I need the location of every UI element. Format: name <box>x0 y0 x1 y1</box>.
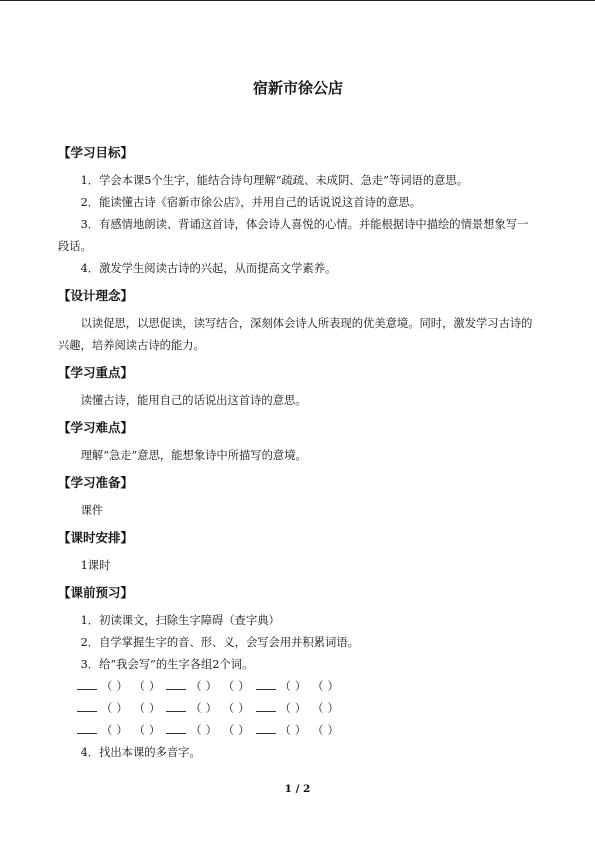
word-blank-grid <box>58 676 538 742</box>
fill-blank-line <box>256 721 276 734</box>
blank-row <box>58 676 538 698</box>
blank-paren-close: ） <box>148 702 161 715</box>
blank-paren-open: （ <box>133 702 145 715</box>
blank-paren-close: ） <box>294 724 307 737</box>
design-text: 以读促思，以思促读，读写结合，深刻体会诗人所表现的优美意境。同时，激发学习古诗的兴趣，培养阅读古诗的能力。 <box>58 317 533 352</box>
section-heading-goals: 【学习目标】 <box>58 145 134 160</box>
blank-row <box>58 720 538 742</box>
fill-blank-line <box>77 721 97 734</box>
blank-paren-open: （ <box>101 680 113 693</box>
blank-paren-close: ） <box>238 702 250 715</box>
document-body <box>58 142 538 764</box>
fill-blank-line <box>166 677 186 690</box>
fill-blank-line <box>166 721 186 734</box>
blank-paren-open: （ <box>222 724 235 737</box>
blank-paren-open: （ <box>190 680 202 693</box>
blank-paren-open: （ <box>279 680 291 693</box>
prep-text: 课件 <box>80 504 104 517</box>
fill-blank-line <box>256 699 276 712</box>
blank-paren-close: ） <box>327 702 339 715</box>
blank-paren-open: （ <box>312 680 324 693</box>
focus-text: 读懂古诗，能用自己的话说出这首诗的意思。 <box>80 394 307 407</box>
fill-blank-line <box>256 677 276 690</box>
section-heading-prep: 【学习准备】 <box>58 475 134 490</box>
fill-blank-line <box>166 699 186 712</box>
blank-paren-open: （ <box>133 724 145 737</box>
section-heading-design: 【设计理念】 <box>58 288 134 303</box>
preview-item-4: 4．找出本课的多音字。 <box>80 746 201 759</box>
section-heading-difficulty: 【学习难点】 <box>58 420 134 435</box>
section-heading-schedule: 【课时安排】 <box>58 530 134 545</box>
fill-blank-line <box>77 699 97 712</box>
goal-item-2: 2．能读懂古诗《宿新市徐公店》，并用自己的话说说这首诗的意思。 <box>80 196 422 209</box>
preview-item-3: 3．给“我会写”的生字各组2个词。 <box>80 658 254 671</box>
section-heading-focus: 【学习重点】 <box>58 365 134 380</box>
blank-paren-close: ） <box>294 680 307 693</box>
blank-paren-open: （ <box>190 724 202 737</box>
fill-blank-line <box>77 677 97 690</box>
blank-row <box>58 698 538 720</box>
difficulty-text: 理解“急走”意思，能想象诗中所描写的意境。 <box>80 449 307 462</box>
blank-paren-close: ） <box>205 724 217 737</box>
blank-paren-close: ） <box>327 680 339 693</box>
blank-paren-close: ） <box>116 724 128 737</box>
blank-paren-close: ） <box>116 680 128 693</box>
blank-paren-open: （ <box>222 680 235 693</box>
blank-paren-close: ） <box>148 680 161 693</box>
blank-paren-close: ） <box>148 724 161 737</box>
blank-paren-close: ） <box>205 702 217 715</box>
blank-paren-open: （ <box>133 680 145 693</box>
blank-paren-close: ） <box>238 680 250 693</box>
blank-paren-open: （ <box>312 702 324 715</box>
blank-paren-open: （ <box>101 724 113 737</box>
blank-paren-close: ） <box>327 724 339 737</box>
blank-paren-open: （ <box>190 702 202 715</box>
blank-paren-close: ） <box>116 702 128 715</box>
document-title: 宿新市徐公店 <box>252 79 343 97</box>
preview-item-2: 2．自学掌握生字的音、形、义，会写会用并积累词语。 <box>80 636 359 649</box>
blank-paren-open: （ <box>312 724 324 737</box>
goal-item-4: 4．激发学生阅读古诗的兴起，从而提高文学素养。 <box>80 262 337 275</box>
section-heading-preview: 【课前预习】 <box>58 585 134 600</box>
blank-paren-open: （ <box>101 702 113 715</box>
top-border-line <box>0 0 595 1</box>
preview-item-1: 1．初读课文，扫除生字障碍（查字典） <box>80 614 280 627</box>
blank-paren-close: ） <box>294 702 307 715</box>
blank-paren-open: （ <box>279 702 291 715</box>
blank-paren-close: ） <box>205 680 217 693</box>
goal-item-1: 1．学会本课5个生字，能结合诗句理解“疏疏、未成阴、急走”等词语的意思。 <box>80 174 469 187</box>
page-number: 1 / 2 <box>284 783 311 795</box>
blank-paren-open: （ <box>222 702 235 715</box>
goal-item-3: 3．有感情地朗读、背诵这首诗，体会诗人喜悦的心情。并能根据诗中描绘的情景想象写一段话。 <box>58 218 529 253</box>
blank-paren-open: （ <box>279 724 291 737</box>
schedule-text: 1课时 <box>80 559 111 572</box>
blank-paren-close: ） <box>238 724 250 737</box>
